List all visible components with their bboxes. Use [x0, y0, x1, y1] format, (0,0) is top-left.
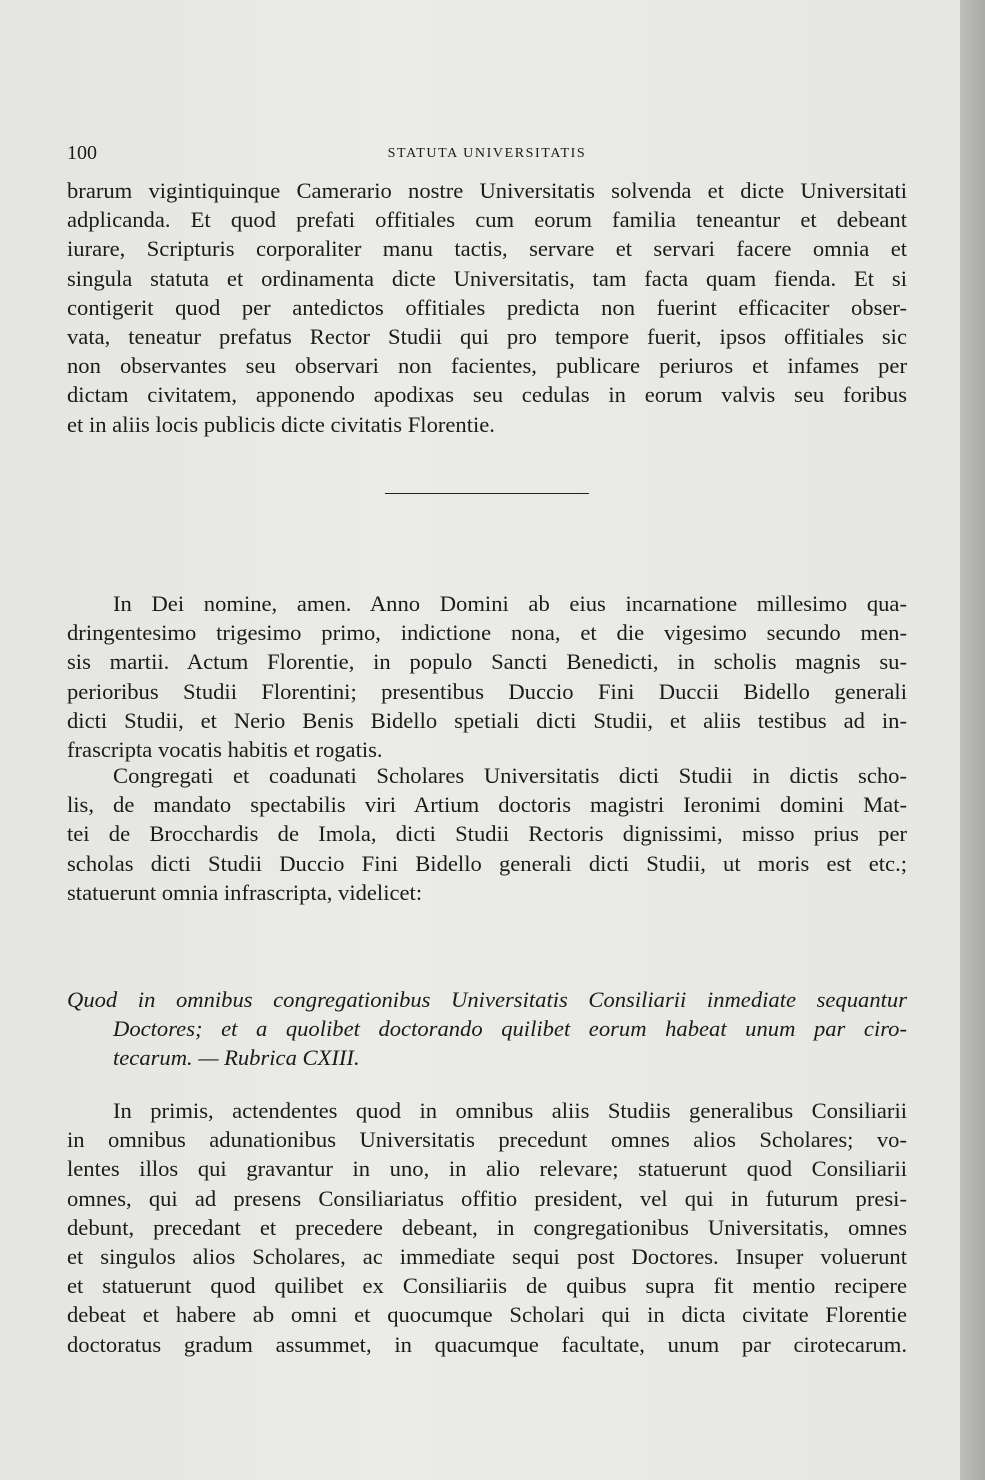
section-divider — [385, 493, 589, 494]
paragraph-statute-end — [67, 176, 907, 439]
text-line: Doctores; et a quolibet doctorando quilibet eorum habeat unum par ciro- — [113, 1016, 907, 1042]
paragraph-invocation — [67, 589, 907, 764]
running-title: STATUTA UNIVERSITATIS — [387, 146, 587, 161]
text-line: lentes illos qui gravantur in uno, in alio relevare; statuerunt quod Consiliarii — [67, 1156, 907, 1182]
text-line: et singulos alios Scholares, ac immediate sequi post Doctores. Insuper voluerunt — [67, 1243, 907, 1269]
rubric-heading — [67, 985, 907, 1073]
text-line: In primis, actendentes quod in omnibus aliis Studiis generalibus Consiliarii — [113, 1098, 907, 1123]
text-line: dictam civitatem, apponendo apodixas seu cedulas in eorum valvis seu foribus — [67, 382, 907, 408]
text-line: in omnibus adunationibus Universitatis precedunt omnes alios Scholares; vo- — [67, 1127, 907, 1153]
text-line: iurare, Scripturis corporaliter manu tactis, servare et servari facere omnia et — [67, 236, 907, 262]
text-line: non observantes seu observari non facientes, publicare periuros et infames per — [67, 353, 907, 379]
text-line: dicti Studii, et Nerio Benis Bidello spetiali dicti Studii, et aliis testibus ad in- — [67, 707, 907, 733]
page-header — [67, 142, 907, 170]
page-edge — [960, 0, 985, 1480]
text-line: et in aliis locis publicis dicte civitatis Florentie. — [67, 411, 495, 437]
text-line: adplicanda. Et quod prefati offitiales cum eorum familia teneantur et debeant — [67, 207, 907, 233]
text-line: statuerunt omnia infrascripta, videlicet: — [67, 879, 423, 905]
text-line: contigerit quod per antedictos offitiales predicta non fuerint efficaciter obser- — [67, 294, 907, 320]
text-line: perioribus Studii Florentini; presentibus Duccio Fini Duccii Bidello generali — [67, 678, 907, 704]
text-line: vata, teneatur prefatus Rector Studii qui pro tempore fuerit, ipsos offitiales sic — [67, 323, 907, 349]
text-line: frascripta vocatis habitis et rogatis. — [67, 736, 383, 762]
text-line: sis martii. Actum Florentie, in populo Sancti Benedicti, in scholis magnis su- — [67, 649, 907, 675]
text-line: omnes, qui ad presens Consiliariatus offitio president, vel qui in futurum presi- — [67, 1185, 907, 1211]
text-line: brarum vigintiquinque Camerario nostre Universitatis solvenda et dicte Universitati — [67, 178, 907, 203]
text-line: debeat et habere ab omni et quocumque Scholari qui in dicta civitate Florentie — [67, 1302, 907, 1328]
text-line: doctoratus gradum assummet, in quacumque facultate, unum par cirotecarum. — [67, 1331, 907, 1357]
text-line: tecarum. — Rubrica CXIII. — [113, 1045, 360, 1071]
text-line: lis, de mandato spectabilis viri Artium doctoris magistri Ieronimi domini Mat- — [67, 792, 907, 818]
text-line: In Dei nomine, amen. Anno Domini ab eius incarnatione millesimo qua- — [113, 591, 907, 616]
text-line: dringentesimo trigesimo primo, indictione nona, et die vigesimo secundo men- — [67, 620, 907, 646]
page-number: 100 — [67, 142, 97, 164]
text-line: Quod in omnibus congregationibus Universitatis Consiliarii inmediate sequantur — [67, 987, 907, 1012]
text-line: et statuerunt quod quilibet ex Consiliariis de quibus supra fit mentio recipere — [67, 1273, 907, 1299]
text-line: singula statuta et ordinamenta dicte Universitatis, tam facta quam fienda. Et si — [67, 265, 907, 291]
text-line: Congregati et coadunati Scholares Universitatis dicti Studii in dictis scho- — [113, 763, 907, 788]
text-line: scholas dicti Studii Duccio Fini Bidello generali dicti Studii, ut moris est etc.; — [67, 850, 907, 876]
paragraph-rubric-text — [67, 1096, 907, 1359]
text-line: tei de Brocchardis de Imola, dicti Studii Rectoris dignissimi, misso prius per — [67, 821, 907, 847]
paragraph-congregation — [67, 761, 907, 907]
text-line: debunt, precedant et precedere debeant, in congregationibus Universitatis, omnes — [67, 1214, 907, 1240]
